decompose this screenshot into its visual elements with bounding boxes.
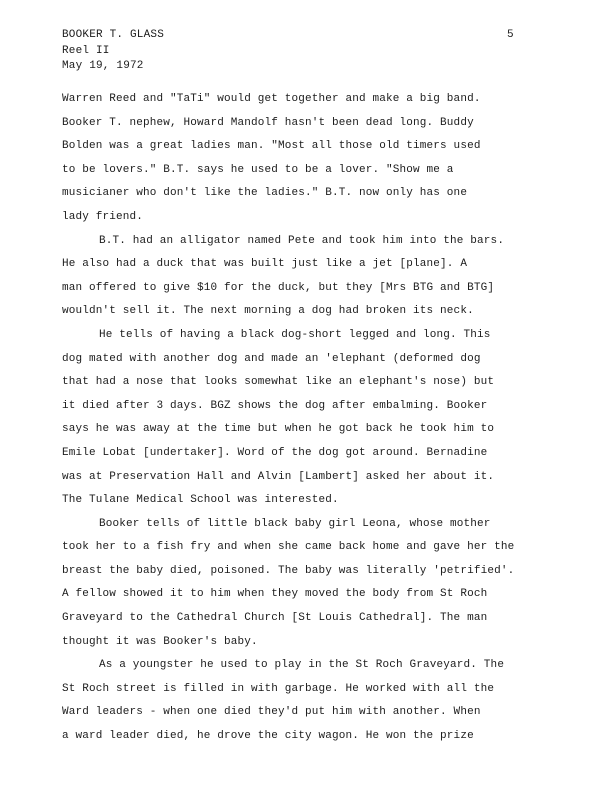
transcript-line: As a youngster he used to play in the St Roch Graveyard. The [99,659,505,672]
reel-label: Reel II [62,44,110,57]
document-header [62,28,164,75]
transcript-line: breast the baby died, poisoned. The baby was literally 'petrified'. [62,564,515,577]
transcript-line: He tells of having a black dog-short legged and long. This [99,328,491,341]
transcript-line: man offered to give $10 for the duck, but they [Mrs BTG and BTG] [62,281,495,294]
interviewee-name: BOOKER T. GLASS [62,29,165,41]
transcript-line: that had a nose that looks somewhat like an elephant's nose) but [62,376,495,389]
transcript-line: says he was away at the time but when he got back he took him to [62,423,495,436]
page-number: 5 [507,29,514,41]
interview-date: May 19, 1972 [62,60,144,72]
transcript-line: A fellow showed it to him when they moved the body from St Roch [62,588,488,601]
transcript-line: to be lovers." B.T. says he used to be a lover. "Show me a [62,163,454,176]
transcript-line: Graveyard to the Cathedral Church [St Louis Cathedral]. The man [62,612,488,625]
transcript-line: lady friend. [62,210,144,223]
transcript-line: Booker tells of little black baby girl Leona, whose mother [99,517,491,530]
transcript-line: Ward leaders - when one died they'd put him with another. When [62,706,481,719]
transcript-line: The Tulane Medical School was interested. [62,494,339,507]
transcript-line: musicianer who don't like the ladies." B.T. now only has one [62,187,468,200]
transcript-line: thought it was Booker's baby. [62,635,258,648]
transcript-line: was at Preservation Hall and Alvin [Lambert] asked her about it. [62,470,495,483]
transcript-line: wouldn't sell it. The next morning a dog had broken its neck. [62,305,474,318]
transcript-line: St Roch street is filled in with garbage. He worked with all the [62,682,495,695]
transcript-body [62,88,562,749]
transcript-line: Booker T. nephew, Howard Mandolf hasn't been dead long. Buddy [62,116,474,129]
transcript-line: Bolden was a great ladies man. "Most all those old timers used [62,140,481,153]
transcript-line: it died after 3 days. BGZ shows the dog after embalming. Booker [62,399,488,412]
transcript-line: B.T. had an alligator named Pete and took him into the bars. [99,234,505,247]
transcript-line: He also had a duck that was built just like a jet [plane]. A [62,258,468,271]
transcript-line: took her to a fish fry and when she came back home and gave her the [62,541,515,554]
transcript-line: Emile Lobat [undertaker]. Word of the dog got around. Bernadine [62,446,488,459]
transcript-line: Warren Reed and "TaTi" would get together and make a big band. [62,93,481,105]
transcript-line: dog mated with another dog and made an 'elephant (deformed dog [62,352,481,365]
transcript-line: a ward leader died, he drove the city wagon. He won the prize [62,730,474,743]
